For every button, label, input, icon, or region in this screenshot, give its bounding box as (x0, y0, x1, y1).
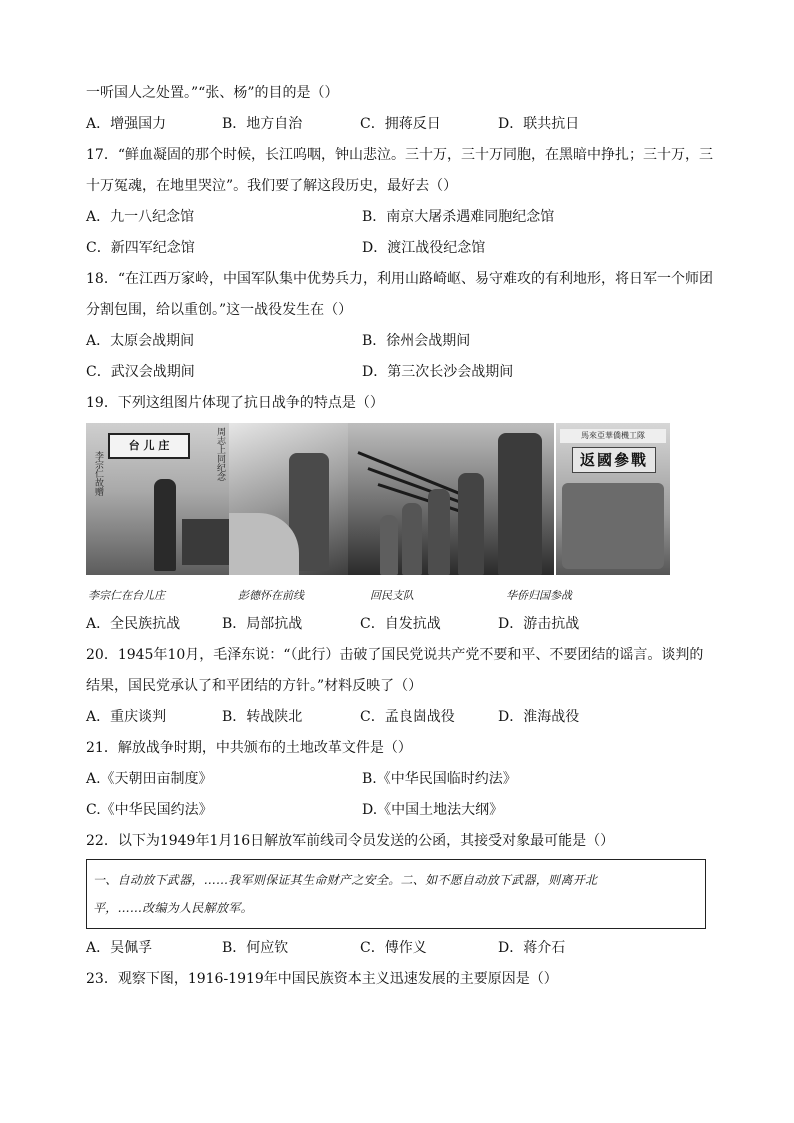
q20-option-b[interactable]: B．转战陕北 (222, 709, 303, 725)
handwriting-right: 周志上同纪念 (215, 427, 225, 481)
q20-stem-1: 20．1945年10月，毛泽东说：“（此行）击破了国民党说共产党不要和平、不要团结的谣言。谈判的 (86, 647, 704, 663)
taierzhuang-sign: 台 儿 庄 (108, 433, 190, 459)
q21-option-c[interactable]: C.《中华民国约法》 (86, 802, 213, 818)
q18-option-c[interactable]: C．武汉会战期间 (86, 364, 195, 380)
banner-big: 返國參戰 (572, 447, 656, 473)
q16-tail: 一听国人之处置。”“张、杨”的目的是（） (86, 85, 339, 101)
q22-option-b[interactable]: B．何应钦 (222, 940, 289, 956)
handwriting-left: 李宗仁故赠 (93, 451, 103, 496)
q16-options (86, 109, 710, 140)
q23-stem: 23．观察下图，1916-1919年中国民族资本主义迅速发展的主要原因是（） (86, 971, 558, 987)
photo-peng-dehuai (229, 423, 348, 575)
q22-option-a[interactable]: A．吴佩孚 (86, 940, 153, 956)
q16-option-a[interactable]: A．增强国力 (86, 116, 167, 132)
soldier-5 (380, 515, 398, 575)
q17-options-row1 (86, 202, 710, 233)
q16-option-d[interactable]: D．联共抗日 (498, 116, 580, 132)
q20-stem-2: 结果，国民党承认了和平团结的方针。”材料反映了（） (86, 678, 423, 694)
q19-captions (86, 583, 710, 609)
banner-small: 馬來亞華僑機工隊 (560, 429, 666, 443)
q20-option-d[interactable]: D．淮海战役 (498, 709, 580, 725)
q17-stem-1: 17．“鲜血凝固的那个时候，长江呜咽，钟山悲泣。三十万，三十万同胞，在黑暗中挣扎；三十万，三 (86, 147, 713, 163)
exam-page (86, 78, 713, 995)
q21-options-row2 (86, 795, 710, 826)
q17-option-b[interactable]: B．南京大屠杀遇难同胞纪念馆 (362, 209, 555, 225)
q19-option-d[interactable]: D．游击抗战 (498, 616, 580, 632)
q18-options-row1 (86, 326, 710, 357)
q21-stem: 21．解放战争时期，中共颁布的土地改革文件是（） (86, 740, 412, 756)
soldier-3 (428, 489, 450, 575)
q18-option-a[interactable]: A．太原会战期间 (86, 333, 195, 349)
q21-option-d[interactable]: D.《中国土地法大纲》 (362, 802, 504, 818)
q18-stem-1: 18．“在江西万家岭，中国军队集中优势兵力，利用山路崎岖、易守难攻的有利地形，将日军一个师团 (86, 271, 713, 287)
q22-option-d[interactable]: D．蒋介石 (498, 940, 566, 956)
q19-photo-strip (86, 423, 710, 577)
letter-line-1: 一、自动放下武器，……我军则保证其生命财产之安全。二、如不愿自动放下武器，则离开北 (93, 873, 598, 887)
q18-option-b[interactable]: B．徐州会战期间 (362, 333, 471, 349)
caption-2: 彭德怀在前线 (238, 589, 304, 602)
train-car (182, 519, 229, 565)
caption-3: 回民支队 (370, 589, 414, 602)
q18-option-d[interactable]: D．第三次长沙会战期间 (362, 364, 514, 380)
q16-option-c[interactable]: C．拥蒋反日 (360, 116, 441, 132)
q19-options (86, 609, 710, 640)
q19-stem: 19．下列这组图片体现了抗日战争的特点是（） (86, 395, 384, 411)
standing-figure (154, 479, 176, 571)
q20-option-a[interactable]: A．重庆谈判 (86, 709, 167, 725)
q21-option-b[interactable]: B.《中华民国临时约法》 (362, 771, 517, 787)
q21-option-a[interactable]: A.《天朝田亩制度》 (86, 771, 213, 787)
q19-option-c[interactable]: C．自发抗战 (360, 616, 441, 632)
q19-option-a[interactable]: A．全民族抗战 (86, 616, 181, 632)
caption-4: 华侨归国参战 (506, 589, 572, 602)
crowd (562, 483, 664, 569)
q16-option-b[interactable]: B．地方自治 (222, 116, 303, 132)
q17-option-d[interactable]: D．渡江战役纪念馆 (362, 240, 486, 256)
soldier-4 (402, 503, 422, 575)
letter-line-2: 平，……改编为人民解放军。 (93, 901, 253, 915)
q20-option-c[interactable]: C．孟良崮战役 (360, 709, 455, 725)
q20-options (86, 702, 710, 733)
q22-option-c[interactable]: C．傅作义 (360, 940, 427, 956)
soldier-2 (458, 473, 484, 575)
q18-stem-2: 分割包围，给以重创。”这一战役发生在（） (86, 302, 353, 318)
q17-stem-2: 十万冤魂，在地里哭泣”。我们要了解这段历史，最好去（） (86, 178, 458, 194)
photo-hui-detachment (348, 423, 554, 575)
q22-letter-box (86, 859, 706, 929)
photo-overseas-chinese (556, 423, 670, 575)
front-soldier (498, 433, 542, 575)
q17-option-c[interactable]: C．新四军纪念馆 (86, 240, 195, 256)
q22-stem: 22．以下为1949年1月16日解放军前线司令员发送的公函，其接受对象最可能是（） (86, 833, 615, 849)
q19-option-b[interactable]: B．局部抗战 (222, 616, 303, 632)
photo-li-zongren (86, 423, 229, 575)
q17-options-row2 (86, 233, 710, 264)
q18-options-row2 (86, 357, 710, 388)
q22-options (86, 933, 710, 964)
q21-options-row1 (86, 764, 710, 795)
q17-option-a[interactable]: A．九一八纪念馆 (86, 209, 195, 225)
caption-1: 李宗仁在台儿庄 (88, 589, 165, 602)
rifle-1 (357, 451, 469, 499)
